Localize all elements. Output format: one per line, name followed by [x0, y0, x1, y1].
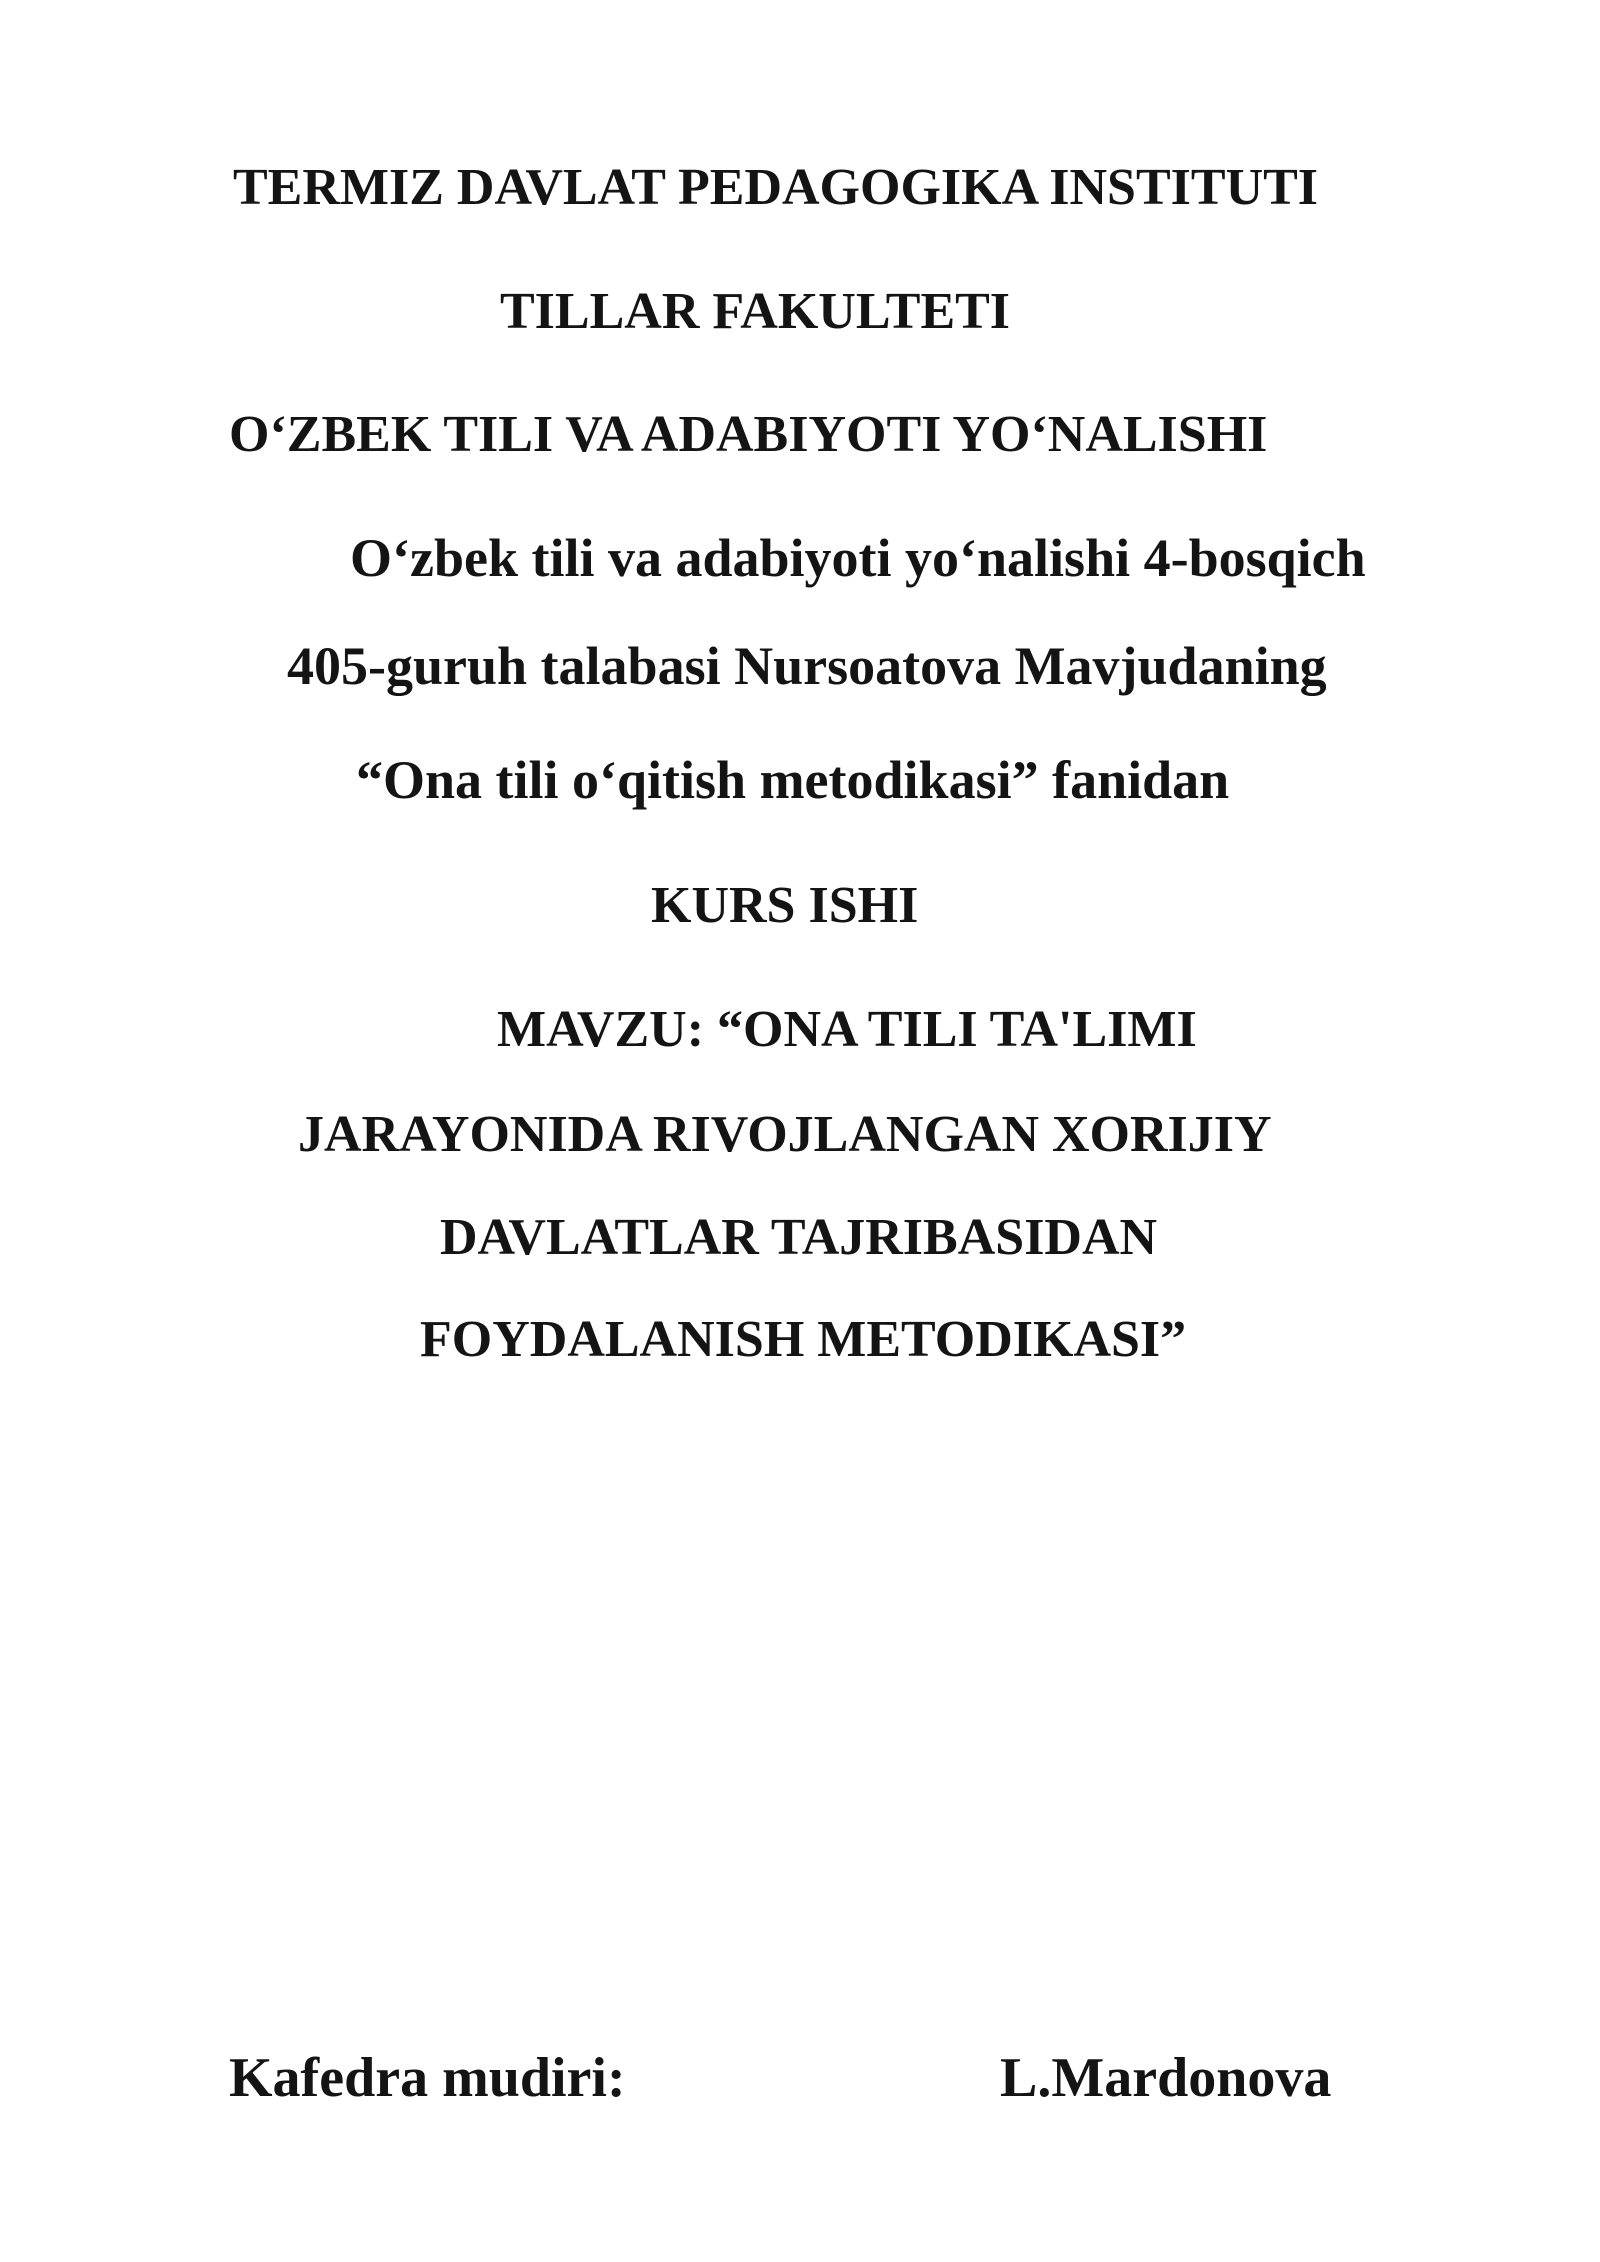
work-type-heading: KURS ISHI [651, 877, 919, 934]
student-info-line-2: 405-guruh talabasi Nursoatova Mavjudaning [287, 636, 1327, 696]
institute-name: TERMIZ DAVLAT PEDAGOGIKA INSTITUTI [233, 159, 1319, 216]
topic-line-1: MAVZU: “ONA TILI TA'LIMI [497, 1001, 1197, 1058]
department-head-name: L.Mardonova [1000, 2047, 1332, 2109]
department-head-label: Kafedra mudiri: [229, 2047, 626, 2109]
subject-line: “Ona tili o‘qitish metodikasi” fanidan [356, 750, 1230, 810]
topic-line-3: DAVLATLAR TAJRIBASIDAN [440, 1209, 1158, 1266]
topic-line-2: JARAYONIDA RIVOJLANGAN XORIJIY [298, 1106, 1272, 1163]
topic-line-4: FOYDALANISH METODIKASI” [420, 1311, 1187, 1368]
student-info-line-1: O‘zbek tili va adabiyoti yo‘nalishi 4-bosqich [350, 528, 1366, 588]
faculty-name: TILLAR FAKULTETI [500, 283, 1011, 340]
direction-name: O‘ZBEK TILI VA ADABIYOTI YO‘NALISHI [229, 406, 1268, 463]
